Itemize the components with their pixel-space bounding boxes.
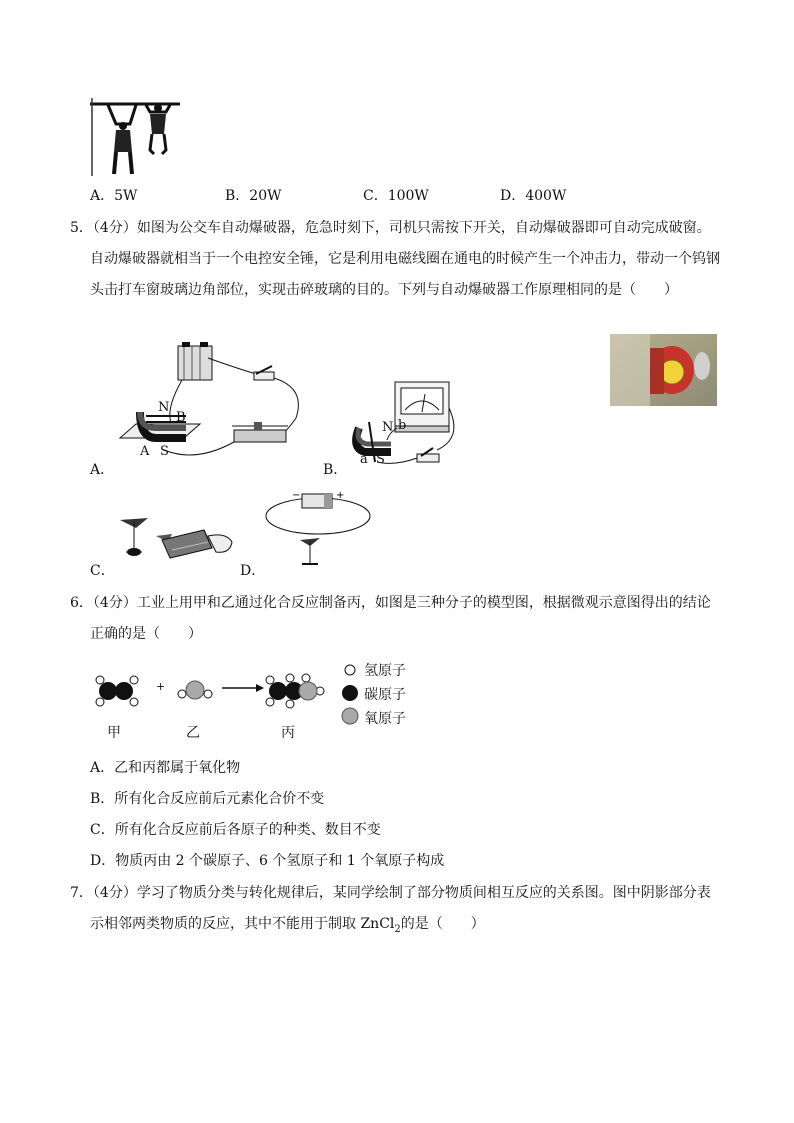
q6-label-yi: 乙 [186,725,200,741]
q5-figa-label-n: N [158,400,170,415]
q6-legend-hydrogen: 氢原子 [364,663,406,679]
q6-legend-oxygen: 氧原子 [364,711,406,727]
q5-stem-line3: 头击打车窗玻璃边角部位，实现击碎玻璃的目的。下列与自动爆破器工作原理相同的是（ ） [90,282,678,298]
q5-option-c: C． [90,563,115,579]
q6-legend-symbols [340,660,360,726]
molecule-jia [96,676,138,706]
svg-text:+: + [336,490,345,501]
q5-option-d: D． [240,563,266,579]
q4-option-a: A．5W [90,188,138,204]
q6-option-d: D．物质丙由 2 个碳原子、6 个氢原子和 1 个氧原子构成 [90,853,445,869]
q7-zncl2-subscript: 2 [394,923,401,935]
q5-figa-label-b: B [176,410,186,425]
q6-plus-sign: + [156,680,166,693]
auto-breaker-photo [610,334,717,406]
q6-legend-carbon: 碳原子 [364,687,406,703]
q5-figure-c [112,512,242,572]
q5-option-b: B． [323,462,348,478]
molecule-yi [178,681,212,699]
q5-figb-label-s: S [376,452,385,467]
carbon-atom-icon [342,685,358,701]
q5-figa-label-s: S [160,444,169,459]
q6-option-c: C．所有化合反应前后各原子的种类、数目不变 [90,822,381,838]
q5-figure-d [262,488,374,570]
q5-figb-label-b: b [398,418,407,433]
q6-stem-line2: 正确的是（ ） [90,626,202,642]
q6-label-bing: 丙 [281,725,295,741]
oxygen-atom-icon [342,708,358,724]
q6-option-b: B．所有化合反应前后元素化合价不变 [90,791,325,807]
molecule-bing [266,674,324,708]
hydrogen-atom-icon [345,665,355,675]
q5-stem-line2: 自动爆破器就相当于一个电控安全锤，它是利用电磁线圈在通电的时候产生一个冲击力，带动一个钨钢 [90,251,720,267]
q6-option-a: A．乙和丙都属于氧化物 [90,760,241,776]
q5-figb-label-a: a [360,452,368,467]
q6-label-jia: 甲 [107,725,121,741]
q6-molecule-diagram [90,658,330,713]
q5-option-a: A． [90,462,115,478]
q5-stem-line1: 5．（4分）如图为公交车自动爆破器，危急时刻下，司机只需按下开关，自动爆破器即可自动完成破窗。 [70,220,711,236]
q5-figa-label-a: A [140,444,150,459]
q7-stem-line2 [90,914,485,940]
q5-figb-label-n: N [382,420,394,435]
q7-stem-line2-pre: 示相邻两类物质的反应，其中不能用于制取 ZnCl [90,916,395,932]
svg-text:−: − [292,490,301,501]
q4-option-d: D．400W [500,188,567,204]
q7-stem-line2-post: 的是（ ） [400,916,485,932]
q6-stem-line1: 6．（4分）工业上用甲和乙通过化合反应制备丙，如图是三种分子的模型图，根据微观示意图得出的结论 [70,595,711,611]
pullup-figure [88,96,183,178]
q4-option-c: C．100W [363,188,429,204]
q7-stem-line1: 7．（4分）学习了物质分类与转化规律后，某同学绘制了部分物质间相互反应的关系图。图中阴影部分表 [70,885,711,901]
q4-option-b: B．20W [225,188,282,204]
